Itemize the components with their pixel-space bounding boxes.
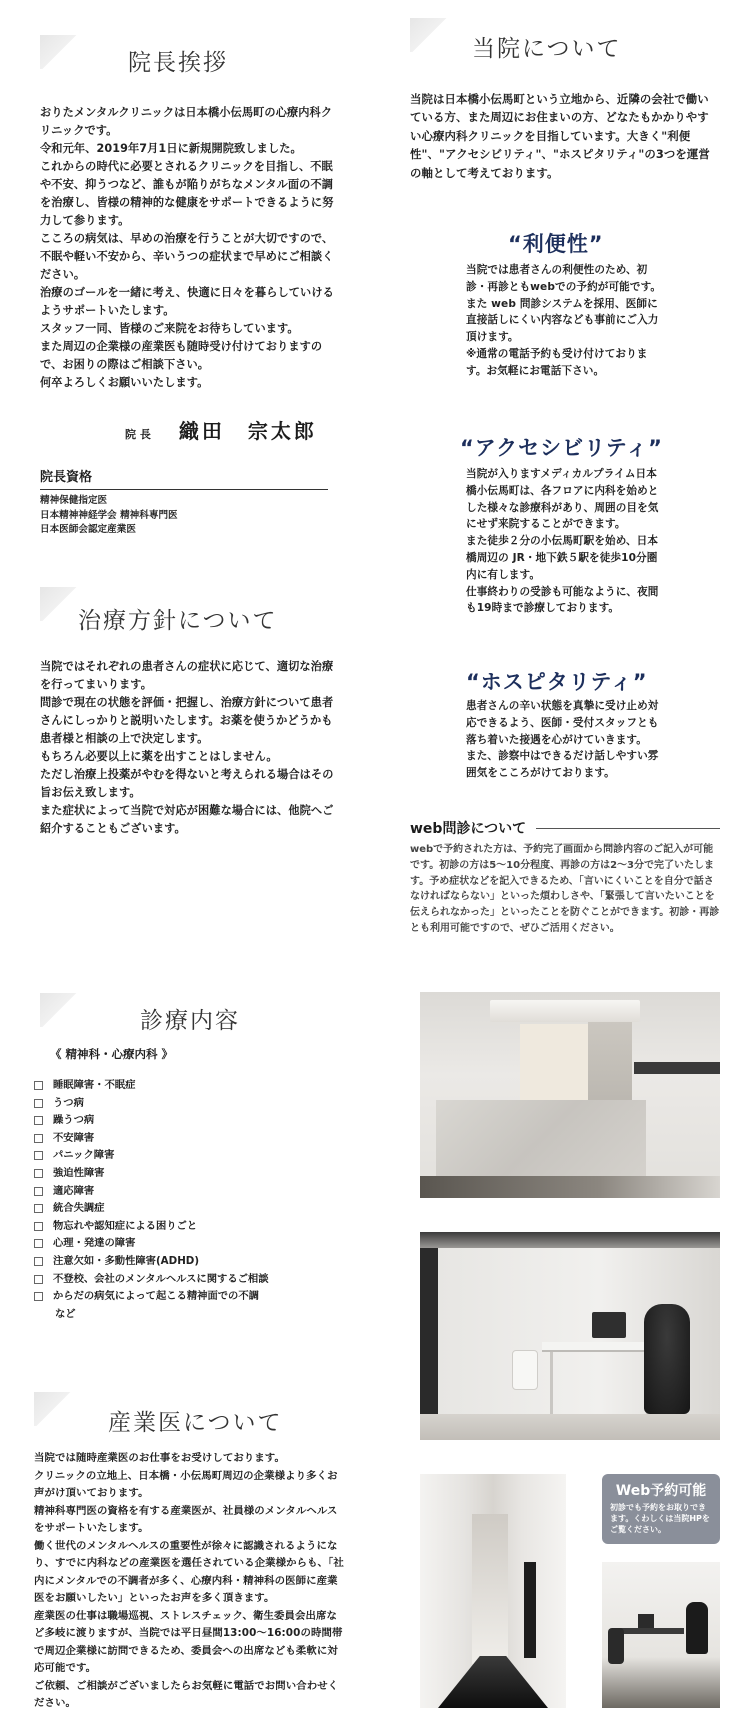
service-item: 不登校、会社のメンタルヘルスに関するご相談: [34, 1271, 324, 1289]
occupational-paragraph: ご依頼、ご相談がございましたらお気軽に電話でお問い合わせください。: [34, 1679, 339, 1709]
greeting-paragraph: 何卒よろしくお願いいたします。: [40, 376, 209, 389]
service-item: 物忘れや認知症による困りごと: [34, 1218, 324, 1236]
checkbox-icon: [34, 1292, 43, 1301]
director-label: 院 長: [125, 428, 151, 441]
pillar-paragraph: 仕事終わりの受診も可能なように、夜間も19時まで診療しております。: [466, 585, 659, 615]
service-item: からだの病気によって起こる精神面での不調: [34, 1288, 324, 1306]
service-item: 不安障害: [34, 1130, 324, 1148]
web-interview-title: web問診について: [410, 821, 527, 837]
title-decoration: [34, 1392, 72, 1426]
title-decoration: [410, 18, 448, 52]
reception-photo: [420, 992, 720, 1198]
desk: [542, 1342, 654, 1352]
exam-monitor: [638, 1614, 654, 1628]
pillar-hospitality-title: “ホスピタリティ”: [466, 670, 648, 694]
title-decoration: [40, 993, 78, 1027]
corridor-photo: [420, 1474, 566, 1708]
greeting-paragraph: 令和元年、2019年7月1日に新規開院致しました。: [40, 142, 302, 155]
greeting-body: [40, 104, 340, 392]
pillar-accessibility-body: [466, 466, 662, 617]
occupational-title: 産業医について: [108, 1410, 283, 1436]
corridor-floor: [438, 1656, 548, 1708]
shelf: [634, 1062, 720, 1074]
ceiling-shadow: [420, 1232, 720, 1248]
service-item: うつ病: [34, 1095, 324, 1113]
checkbox-icon: [34, 1169, 43, 1178]
service-item: 心理・発達の障害: [34, 1235, 324, 1253]
checkbox-icon: [34, 1204, 43, 1213]
pillar-convenience-title: “利便性”: [508, 232, 604, 256]
services-list: [34, 1077, 324, 1323]
qualification-item: 精神保健指定医: [40, 495, 108, 506]
web-booking-title: Web予約可能: [615, 1483, 707, 1499]
pillar-paragraph: ※通常の電話予約も受け付けております。お気軽にお電話下さい。: [466, 347, 648, 377]
greeting-paragraph: 治療のゴールを一緒に考え、快適に日々を暮らしていけるようサポートいたします。: [40, 286, 334, 317]
policy-paragraph: 問診で現在の状態を評価・把握し、治療方針について患者さんにしっかりと説明いたします。お薬を使うかどうかも患者様と相談の上で決定します。: [40, 696, 334, 745]
consultation-room-photo: [420, 1232, 720, 1440]
services-title: 診療内容: [140, 1008, 240, 1034]
about-intro-text: 当院は日本橋小伝馬町という立地から、近隣の会社で働いている方、また周辺にお住まいの方、どなたもかかりやすい心療内科クリニックを目指しています。大きく"利便性"、"アクセシビリティ"、"ホスピタリティ"の3つを運営の軸として考えております。: [410, 92, 710, 180]
occupational-body: [34, 1450, 346, 1713]
service-trailing: など: [55, 1307, 76, 1320]
greeting-paragraph: これからの時代に必要とされるクリニックを目指し、不眠や不安、抑うつなど、誰もが陥りがちなメンタル面の不調を治療し、皆様の精神的な健康をサポートできるように努力して参ります。: [40, 160, 334, 227]
monitor: [592, 1312, 626, 1338]
title-decoration: [40, 587, 78, 621]
greeting-paragraph: こころの病気は、早めの治療を行うことが大切ですので、不眠や軽い不安から、辛いうつの症状まで早めにご相談ください。: [40, 232, 334, 281]
office-chair: [644, 1304, 690, 1414]
policy-title: 治療方針について: [78, 608, 278, 634]
checkbox-icon: [34, 1239, 43, 1248]
service-item: 統合失調症: [34, 1200, 324, 1218]
checkbox-icon: [34, 1222, 43, 1231]
title-decoration: [40, 35, 78, 69]
occupational-paragraph: 働く世代のメンタルヘルスの重要性が徐々に認識されるようになり、すでに内科などの産業医を選任されている企業様からも、「社内にメンタルでの不調者が多く、心療内科・精神科の医師に産業医をお願いしたい」といったお声を多く頂きます。: [34, 1539, 344, 1604]
checkbox-icon: [34, 1151, 43, 1160]
pillar-paragraph: また、診察中はできるだけ話しやすい雰囲気をこころがけております。: [466, 750, 659, 780]
pillar-paragraph: また徒歩２分の小伝馬町駅を始め、日本橋周辺の JR・地下鉄５駅を徒歩10分圏内に有します。: [466, 535, 659, 581]
qualifications-block: [40, 466, 328, 538]
floor: [420, 1176, 720, 1198]
web-interview-heading: [410, 818, 720, 838]
exam-chair-2: [608, 1628, 624, 1664]
pillar-convenience-body: [466, 262, 662, 380]
exam-desk: [620, 1628, 684, 1634]
checkbox-icon: [34, 1081, 43, 1090]
director-name: 織田 宗太郎: [178, 419, 317, 443]
occupational-paragraph: クリニックの立地上、日本橋・小伝馬町周辺の企業様より多くお声がけ頂いております。: [34, 1469, 338, 1499]
occupational-paragraph: 当院では随時産業医のお仕事をお受けしております。: [34, 1452, 285, 1464]
service-item: 躁うつ病: [34, 1112, 324, 1130]
exam-room-photo: [602, 1562, 720, 1708]
service-item: 適応障害: [34, 1183, 324, 1201]
web-booking-badge: [602, 1474, 720, 1544]
service-item: 強迫性障害: [34, 1165, 324, 1183]
corridor-door: [524, 1562, 536, 1658]
corridor-opening: [472, 1514, 508, 1664]
pillar-hospitality-body: [466, 698, 662, 782]
floor: [420, 1414, 720, 1440]
about-intro: [410, 90, 720, 182]
checkbox-icon: [34, 1275, 43, 1284]
occupational-paragraph: 精神科専門医の資格を有する産業医が、社員様のメンタルヘルスをサポートいたします。: [34, 1504, 338, 1534]
checkbox-icon: [34, 1257, 43, 1266]
pillar-accessibility-title: “アクセシビリティ”: [460, 436, 663, 460]
services-category: 《 精神科・心療内科 》: [50, 1047, 174, 1061]
occupational-paragraph: 産業医の仕事は職場巡視、ストレスチェック、衛生委員会出席など多岐に渡りますが、当院では平日昼間13:00～16:00の時間帯で周辺企業様に訪問できるため、委員会への出席なども柔軟に対応可能です。: [34, 1609, 343, 1674]
qualification-item: 日本医師会認定産業医: [40, 524, 136, 535]
greeting-title: 院長挨拶: [128, 50, 228, 76]
service-item: パニック障害: [34, 1147, 324, 1165]
about-title: 当院について: [472, 36, 622, 62]
policy-paragraph: ただし治療上投薬がやむを得ないと考えられる場合はその旨お伝え致します。: [40, 768, 334, 799]
pillar-paragraph: 患者さんの辛い状態を真摯に受け止め対応できるよう、医師・受付スタッフとも落ち着いた接遇を心がけていきます。: [466, 700, 659, 746]
web-interview-body: webで予約された方は、予約完了画面から問診内容のご記入が可能です。初診の方は5～10分程度、再診の方は2～3分で完了いたします。予め症状などを記入できるため、「言いにくいことを自分で話さなければならない」といった煩わしさや、「緊張して言いたいことを伝えられなかった」といったことを防ぐことができます。初診・再診とも利用可能ですので、ぜひご活用ください。: [410, 844, 720, 934]
policy-paragraph: 当院ではそれぞれの患者さんの症状に応じて、適切な治療を行ってまいります。: [40, 660, 334, 691]
policy-paragraph: もちろん必要以上に薬を出すことはしません。: [40, 750, 278, 763]
web-booking-body: 初診でも予約をお取りできます。くわしくは当院HPをご覧ください。: [610, 1503, 710, 1534]
desk-leg: [550, 1352, 553, 1414]
pillar-paragraph: 当院では患者さんの利便性のため、初診・再診ともwebでの予約が可能です。: [466, 264, 662, 293]
greeting-paragraph: スタッフ一同、皆様のご来院をお待ちしています。: [40, 322, 299, 335]
reception-counter: [436, 1100, 646, 1176]
policy-body: [40, 658, 338, 838]
greeting-paragraph: おりたメンタルクリニックは日本橋小伝馬町の心療内科クリニックです。: [40, 106, 333, 137]
service-item: 睡眠障害・不眠症: [34, 1077, 324, 1095]
heading-rule: [536, 828, 720, 829]
exam-chair: [686, 1602, 708, 1654]
greeting-paragraph: また周辺の企業様の産業医も随時受け付けておりますので、お困りの際はご相談下さい。: [40, 340, 323, 371]
white-chair: [512, 1350, 538, 1390]
checkbox-icon: [34, 1099, 43, 1108]
checkbox-icon: [34, 1187, 43, 1196]
policy-paragraph: また症状によって当院で対応が困難な場合には、他院へご紹介することもございます。: [40, 804, 334, 835]
qualifications-title: 院長資格: [40, 466, 328, 490]
qualification-item: 日本精神神経学会 精神科専門医: [40, 509, 178, 521]
service-item: 注意欠如・多動性障害(ADHD): [34, 1253, 324, 1271]
checkbox-icon: [34, 1134, 43, 1143]
pillar-paragraph: 当院が入りますメディカルプライム日本橋小伝馬町は、各フロアに内科を始めとした様々な診療科があり、周囲の目を気にせず来院することができます。: [466, 468, 659, 531]
director-signature: [125, 415, 317, 444]
ceiling-light: [490, 1000, 640, 1022]
checkbox-icon: [34, 1116, 43, 1125]
pillar-paragraph: また web 問診システムを採用、医師に直接話しにくい内容なども事前にご入力頂けます。: [466, 297, 659, 344]
